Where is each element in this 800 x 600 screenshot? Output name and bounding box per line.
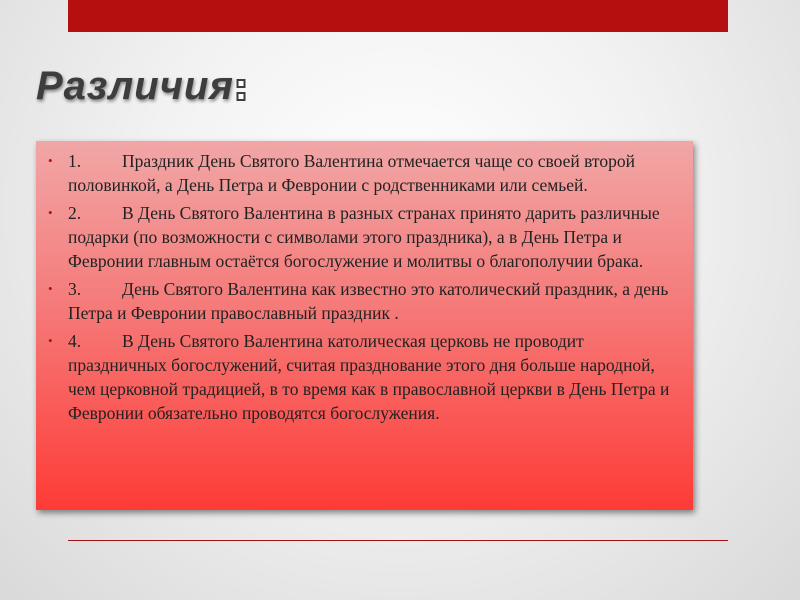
list-item-1 bbox=[46, 149, 679, 197]
differences-panel bbox=[36, 141, 693, 510]
list-item-4 bbox=[46, 329, 679, 425]
list-item-3 bbox=[46, 277, 679, 325]
slide-title-text: Различия bbox=[36, 64, 234, 108]
list-item-2 bbox=[46, 201, 679, 273]
item-number: 1. bbox=[68, 151, 82, 171]
item-text: В День Святого Валентина католическая церковь не проводит праздничных богослужений, считая празднование этого дня больше народной, чем церковной традицией, в то время как в православной церкви в День Петра и Февронии обязательно проводятся богослужения. bbox=[68, 331, 670, 423]
item-text: Праздник День Святого Валентина отмечается чаще со своей второй половинкой, а День Петра и Февронии с родственниками или семьей. bbox=[68, 151, 635, 195]
item-number: 2. bbox=[68, 203, 82, 223]
item-text: День Святого Валентина как известно это католический праздник, а день Петра и Февронии православный праздник . bbox=[68, 279, 669, 323]
bullet-icon: • bbox=[48, 281, 53, 296]
item-text: В День Святого Валентина в разных странах принято дарить различные подарки (по возможности с символами этого праздника), а в День Петра и Февронии главным остаётся богослужение и молитвы о благополучии брака. bbox=[68, 203, 660, 271]
double-square-colon-icon bbox=[236, 67, 246, 103]
bullet-icon: • bbox=[48, 153, 53, 168]
bullet-icon: • bbox=[48, 333, 53, 348]
item-number: 3. bbox=[68, 279, 82, 299]
bullet-icon: • bbox=[48, 205, 53, 220]
slide-title bbox=[36, 64, 246, 109]
bottom-divider bbox=[68, 540, 728, 541]
item-number: 4. bbox=[68, 331, 82, 351]
top-accent-bar bbox=[68, 0, 728, 32]
